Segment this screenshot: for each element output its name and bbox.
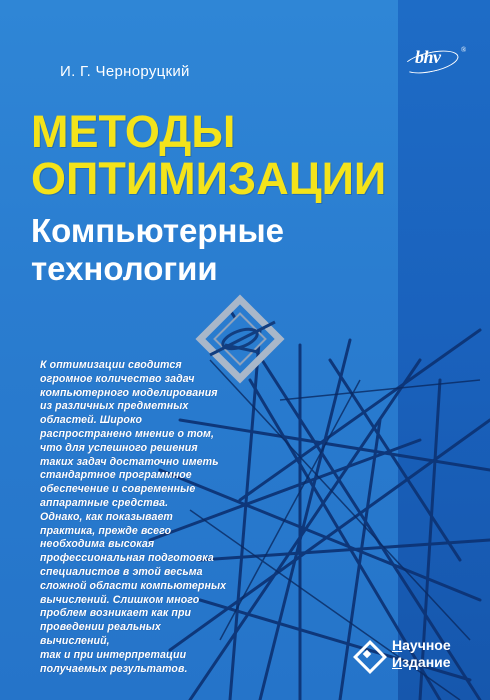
subtitle-line: технологии	[31, 250, 218, 287]
description-line: огромное количество задач	[40, 372, 195, 385]
description-line: К оптимизации сводится	[40, 359, 182, 371]
description-line: так и при интерпретации	[40, 648, 187, 661]
description-line: областей. Широко	[40, 414, 143, 427]
description-line: что для успешного решения	[40, 441, 198, 454]
description-line: вычислений,	[40, 634, 110, 647]
description-line: проблем возникает как при	[40, 607, 192, 620]
description-line: таких задач достаточно иметь	[40, 455, 219, 468]
author-name: И. Г. Черноруцкий	[60, 63, 190, 80]
description-line: вычислений. Слишком много	[40, 593, 200, 606]
book-subtitle	[31, 212, 284, 288]
description-line: распространено мнение о том,	[40, 427, 215, 440]
description-line: обеспечение и современные	[40, 483, 196, 496]
description-line: проведении реальных	[40, 621, 161, 634]
description-line: профессиональная подготовка	[40, 552, 214, 565]
description-line: Однако, как показывает	[40, 510, 173, 523]
description-line: практика, прежде всего	[40, 524, 172, 537]
publisher-logo-text: bhv	[415, 47, 441, 67]
publisher-logo	[403, 46, 465, 72]
series-badge	[348, 632, 460, 676]
description-line: необходима высокая	[40, 538, 155, 551]
description-line: специалистов в этой весьма	[40, 565, 203, 578]
diamond-icon	[353, 640, 387, 674]
subtitle-line: Компьютерные	[31, 212, 284, 249]
title-line: МЕТОДЫ	[31, 106, 236, 157]
book-title	[31, 108, 386, 202]
description-line: стандартное программное	[40, 469, 192, 482]
description-line: из различных предметных	[40, 400, 189, 413]
description-line: получаемых результатов.	[40, 662, 188, 675]
description-line: сложной области компьютерных	[40, 579, 227, 592]
description-line: аппаратные средства.	[40, 496, 169, 509]
description-text	[40, 359, 340, 676]
description-line: компьютерного моделирования	[40, 386, 218, 399]
registered-mark: ®	[461, 46, 466, 54]
title-line: ОПТИМИЗАЦИИ	[31, 153, 387, 204]
series-badge-line2: Издание	[392, 654, 451, 670]
series-badge-line1: Научное	[392, 637, 451, 653]
